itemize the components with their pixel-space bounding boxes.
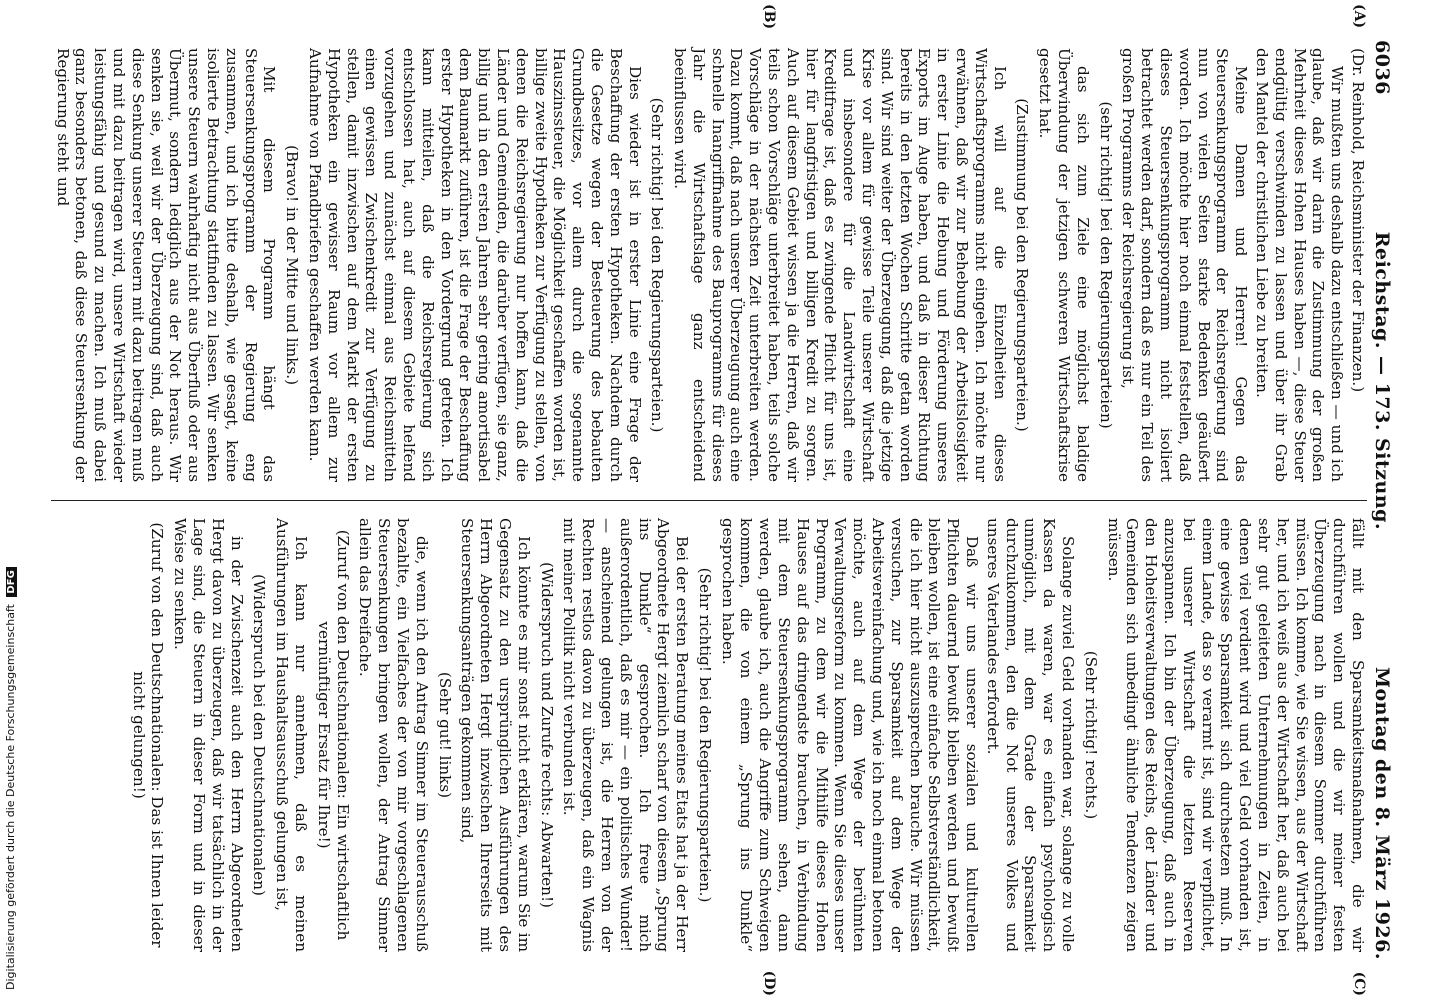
paragraph: Meine Damen und Herren! Gegen das Steuersenkungsprogramm der Reichsregierung sind nun von vielen Seiten starke Bedenken geäußert worden. Ich möchte hier noch einmal feststellen, daß dieses Steuersenkungsprogramm nicht isoliert betrachtet werden darf, sondern daß es nur ein Teil des großen Programms der Reichsregierung ist,	[1119, 48, 1251, 482]
interjection: (Widerspruch bei den Deutschnationalen)	[250, 574, 269, 896]
paragraph: Wir mußten uns deshalb dazu entschließen — und ich glaube, daß wir darin die Zustimmung der großen Mehrheit dieses Hohen Hauses haben —, diese Steuer endgültig verschwinden zu lassen und über ihr Grab den Mantel der christlichen Liebe zu breiten.	[1253, 48, 1347, 482]
paragraph: Bei der ersten Beratung meines Etats hat ja der Herr Abgeordnete Hergt ziemlich scharf von diesem „Sprung ins Dunkle“ gesprochen. Ich freue mich außerordentlich, daß es mir — ein politisches Wunder! — anscheinend gelungen ist, die Herren von der Rechten restlos davon zu überzeugen, daß ein Wagnis mit meiner Politik nicht verbunden ist.	[560, 518, 692, 952]
left-column	[51, 30, 1367, 500]
page-number: 6036	[1371, 40, 1393, 95]
paragraph: das sich zum Ziele eine möglichst baldige Überwindung der jetzigen schweren Wirtschaftskrise gesetzt hat.	[1036, 48, 1092, 482]
interjection: (Bravo! in der Mitte und links.)	[283, 144, 302, 386]
text-columns	[51, 4, 1367, 996]
paragraph: Ich kann nur annehmen, daß es meinen Ausführungen im Haushaltsausschuß gelungen ist,	[273, 518, 310, 952]
document-page	[53, 0, 1405, 1000]
interjection: (sehr richtig! bei den Regierungsparteien)	[1096, 101, 1115, 429]
paragraph: Ich könnte es mir sonst nicht erklären, warum Sie im Gegensatz zu den ursprünglichen Ausführungen des Herrn Abgeordneten Hergt inzwischen Ihrerseits mit Steuersenkungsanträgen gekommen sind,	[458, 518, 533, 952]
interjection: (Widerspruch und Zurufe rechts: Abwarten!)	[537, 562, 556, 908]
session-title: Reichstag. — 173. Sitzung.	[1371, 231, 1393, 531]
margin-marker-a: (A)	[1351, 4, 1367, 29]
margin-marker-c: (C)	[1351, 971, 1367, 996]
paragraph: Dies wieder ist in erster Linie eine Frage der Beschaffung der ersten Hypotheken. Nachdem durch die Gesetze wegen der Besteuerung des bebauten Grundbesitzes, vor allem durch die sogenannte Hauszinssteuer, die Möglichkeit geschaffen worden ist, billige zweite Hypotheken zur Verfügung zu stellen, von denen die Reichsregierung nur hoffen kann, daß die Länder und Gemeinden, die darüber verfügen, sie ganz, billig und in den ersten Jahren sehr gering amortisabel dem Baumarkt zuführen, ist die Frage der Beschaffung erster Hypotheken in den Vordergrund getreten. Ich kann mitteilen, daß die Reichsregierung sich entschlossen hat, auch auf diesem Gebiete helfend vorzugehen und zunächst einmal aus Reichsmitteln einen gewissen Zwischenkredit zur Verfügung zu stellen, damit inzwischen auf dem Markt der ersten Hypotheken ein gewisser Raum vor allem zur Aufnahme von Pfandbriefen geschaffen werden kann.	[305, 48, 644, 482]
column-divider	[51, 500, 1367, 501]
paragraph: in der Zwischenzeit auch den Herrn Abgeordneten Hergt davon zu überzeugen, daß wir tatsächlich in der Lage sind, die Steuern in dieser Form und in dieser Weise zu senken.	[171, 518, 246, 952]
paragraph: die, wenn ich den Antrag Simner im Steuerausschuß bezahlte, ein Vielfaches der von mir vorgeschlagenen Steuersenkungen bringen wollen, der Antrag Simner allein das Dreifache.	[356, 518, 431, 952]
interjection: (Sehr richtig! bei den Regierungsparteien.)	[648, 97, 667, 433]
side-attribution-strip	[0, 0, 28, 1000]
interjection: (Sehr richtig! rechts.)	[1081, 650, 1100, 820]
paragraph: Solange zuviel Geld vorhanden war, solange zu volle Kassen da waren, war es einfach psychologisch unmöglich, mit dem Grade der Sparsamkeit durchzukommen, den die Not unseres Volkes und unseres Vaterlandes erfordert.	[983, 518, 1078, 952]
paragraph: Daß wir uns unserer sozialen und kulturellen Pflichten dauernd bewußt bleiben werden und bewußt bleiben wollen, ist eine einfache Selbstverständlichkeit, die ich hier nicht auszusprechen brauche. Wir müssen versuchen, zur Sparsamkeit auf dem Wege der Arbeitsvereinfachung und, wie ich noch einmal betonen möchte, auch auf dem Wege der berühmten Verwaltungsreform zu kommen. Wenn Sie dieses unser Programm, zu dem wir die Mithilfe dieses Hohen Hauses auf das dringendste brauchen, in Verbindung mit dem Steuersenkungsprogramm sehen, dann werden, glaube ich, auch die Angriffe zum Schweigen kommen, die von einem „Sprung ins Dunkle“ gesprochen haben.	[718, 518, 982, 952]
page-header	[1367, 30, 1393, 970]
right-column	[51, 500, 1367, 970]
paragraph: Mit diesem Programm hängt das Steuersenkungsprogramm der Regierung eng zusammen, und ich bitte deshalb, wie gesagt, keine isolierte Betrachtung stattfinden zu lassen. Wir senken unsere Steuern wahrhaftig nicht aus Überfluß oder aus Übermut, sondern lediglich aus der Not heraus. Wir senken sie, weil wir der Überzeugung sind, daß auch diese Senkung unserer Steuern mit dazu beitragen muß und mit dazu beitragen wird, unsere Wirtschaft wieder leistungsfähig und gesund zu machen. Ich muß dabei ganz besonders betonen, daß diese Steuersenkung der Regierung steht und	[53, 48, 279, 482]
interjection: (Zustimmung bei den Regierungsparteien.)	[1013, 98, 1032, 432]
margin-marker-b: (B)	[761, 4, 777, 30]
interjection: (Zuruf von den Deutschnationalen: Ein wirtschaftlich vernünftiger Ersatz für Ihre!)	[314, 529, 352, 941]
session-date: Montag den 8. März 1926.	[1371, 666, 1393, 960]
paragraph: fällt mit den Sparsamkeitsmaßnahmen, die wir durchführen wollen und die wir meiner festen Überzeugung nach in diesem Sommer durchführen müssen. Ich komme, wie Sie wissen, aus der Wirtschaft her, und ich weiß aus der Wirtschaft her, daß auch bei sehr gut geleiteten Unternehmungen in Zeiten, in denen viel verdient wird und viel Geld vorhanden ist, eine gewisse Sparsamkeit sich durchsetzen muß. In einem Lande, das so verarmt ist, sind wir verpflichtet, bei unserer Wirtschaft die letzten Reserven anzuspannen. Ich bin der Überzeugung, daß auch in den Hoheitsverwaltungen des Reichs, der Länder und Gemeinden sich unbedingt ähnliche Tendenzen zeigen müssen.	[1104, 518, 1367, 952]
interjection: (Sehr richtig! bei den Regierungsparteien.)	[695, 567, 714, 903]
paragraph: Ich will auf die Einzelheiten dieses Wirtschaftsprogramms nicht eingehen. Ich möchte nur erwähnen, daß wir zur Behebung der Arbeitslosigkeit in erster Linie die Hebung und Förderung unseres Exports im Auge haben, und daß in dieser Richtung bereits in den letzten Wochen Schritte getan worden sind. Wir sind weiter der Überzeugung, daß die jetzige Krise vor allem für gewisse Teile unserer Wirtschaft und insbesondere für die Landwirtschaft eine Kreditfrage ist, daß es zwingende Pflicht für uns ist, hier für langfristigen und billigen Kredit zu sorgen. Auch auf diesem Gebiet wissen ja die Herren, daß wir teils schon Vorschläge unterbreitet haben, teils solche Vorschläge in der nächsten Zeit unterbreiten werden. Dazu kommt, daß nach unserer Überzeugung auch eine schnelle Inangriffnahme des Bauprogramms für dieses Jahr die Wirtschaftslage ganz entscheidend beeinflussen wird.	[671, 48, 1009, 482]
interjection: (Sehr gut! links)	[435, 671, 454, 799]
dfg-attribution	[4, 567, 17, 990]
paragraph: (Dr. Reinhold, Reichsminister der Finanzen.)	[1349, 48, 1367, 393]
margin-marker-d: (D)	[761, 970, 777, 996]
interjection: (Zuruf von den Deutschnationalen: Das ist Ihnen leider nicht gelungen!)	[129, 522, 167, 948]
attribution-text: Digitalisierung gefördert durch die Deutsche Forschungsgemeinschaft	[4, 604, 17, 990]
dfg-logo: DFG	[6, 567, 17, 596]
